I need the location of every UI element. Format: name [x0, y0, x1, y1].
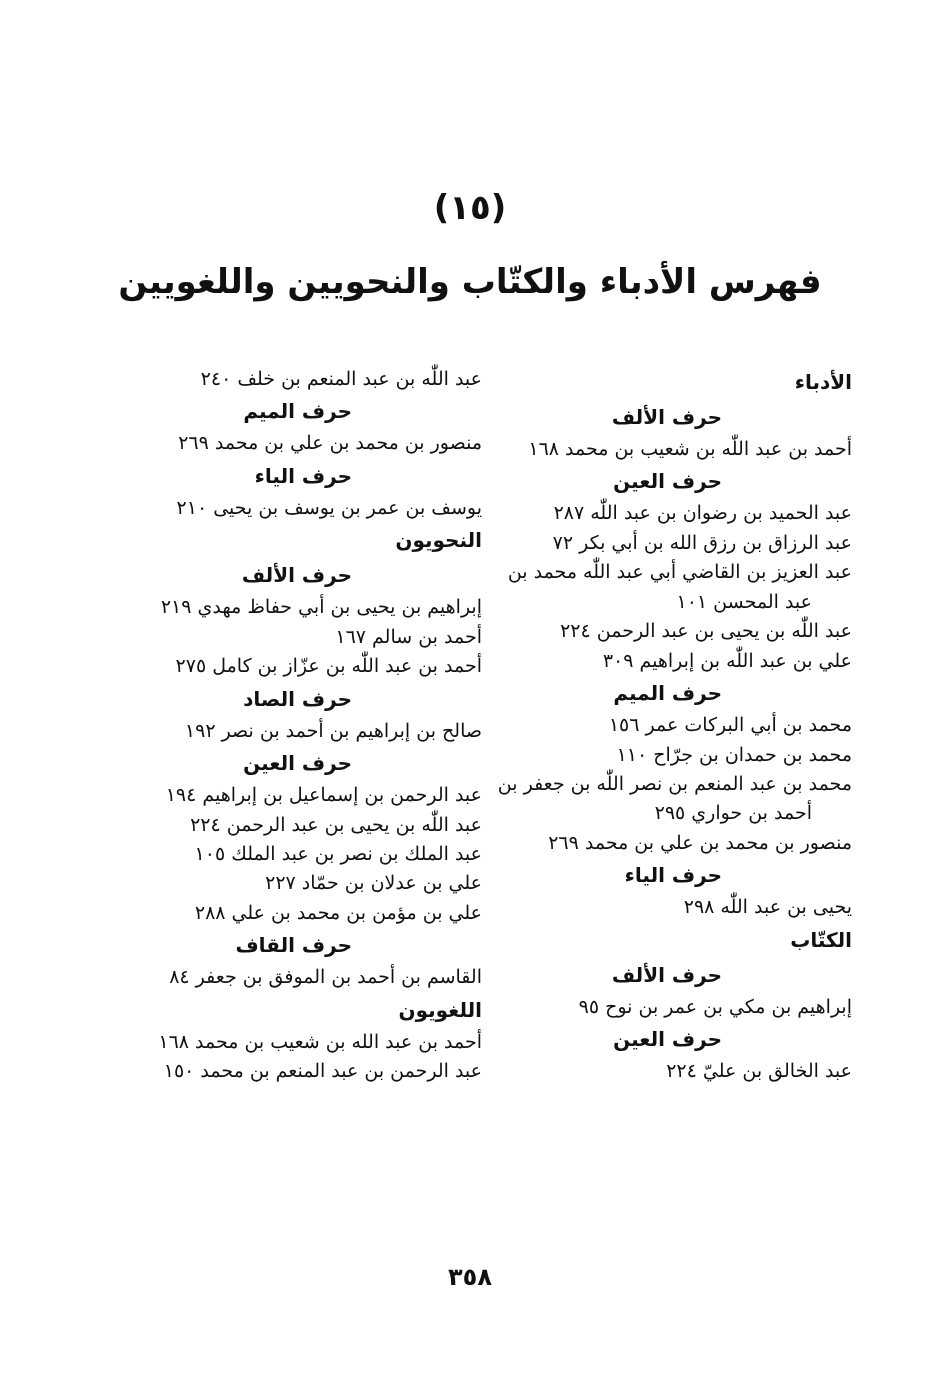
letter-heading: حرف الألف: [611, 962, 722, 987]
chapter-number: (١٥): [433, 188, 507, 228]
letter-heading: حرف العين: [613, 1027, 722, 1052]
page-number: ٣٥٨: [448, 1263, 492, 1291]
letter-heading: حرف القاف: [235, 933, 352, 958]
letter-heading: حرف العين: [243, 751, 352, 776]
index-entry: أحمد بن عبد الله بن شعيب بن محمد ١٦٨: [158, 1030, 482, 1053]
index-entry: عبد الحميد بن رضوان بن عبد اللّٰه ٢٨٧: [553, 502, 852, 525]
letter-heading: حرف الياء: [624, 863, 722, 888]
index-entry: [487, 770, 852, 829]
index-entry: محمد بن أبي البركات عمر ١٥٦: [608, 714, 852, 737]
section-heading: اللغويون: [398, 997, 482, 1022]
index-entry: منصور بن محمد بن علي بن محمد ٢٦٩: [548, 831, 852, 854]
index-entry: يحيى بن عبد اللّٰه ٢٩٨: [683, 896, 852, 919]
index-entry: عبد اللّٰه بن يحيى بن عبد الرحمن ٢٢٤: [560, 620, 852, 643]
index-entry: محمد بن حمدان بن جرّاح ١١٠: [616, 743, 852, 766]
left-column: [147, 365, 482, 1087]
letter-heading: حرف الألف: [241, 563, 352, 588]
index-entry: عبد اللّٰه بن يحيى بن عبد الرحمن ٢٢٤: [190, 813, 482, 836]
letter-heading: حرف العين: [613, 469, 722, 494]
index-entry: علي بن عبد اللّٰه بن إبراهيم ٣٠٩: [602, 649, 852, 672]
index-entry: القاسم بن أحمد بن الموفق بن جعفر ٨٤: [169, 966, 482, 989]
index-entry: [487, 558, 852, 617]
index-entry: منصور بن محمد بن علي بن محمد ٢٦٩: [178, 432, 482, 455]
index-entry: عبد الرحمن بن إسماعيل بن إبراهيم ١٩٤: [165, 784, 482, 807]
index-entry: أحمد بن عبد اللّٰه بن شعيب بن محمد ١٦٨: [528, 438, 852, 460]
index-entry: عبد الخالق بن عليّ ٢٢٤: [666, 1060, 852, 1083]
index-entry: صالح بن إبراهيم بن أحمد بن نصر ١٩٢: [184, 719, 482, 742]
index-entry: عبد الملك بن نصر بن عبد الملك ١٠٥: [194, 842, 482, 865]
index-entry: إبراهيم بن يحيى بن أبي حفاظ مهدي ٢١٩: [160, 596, 482, 619]
index-entry: أحمد بن سالم ١٦٧: [335, 625, 482, 648]
section-heading: الكتّاب: [790, 927, 852, 952]
right-column: [487, 365, 852, 1087]
letter-heading: حرف الصاد: [243, 686, 352, 711]
index-entry: إبراهيم بن مكي بن عمر بن نوح ٩٥: [578, 995, 852, 1018]
index-entry: أحمد بن عبد اللّٰه بن عزّاز بن كامل ٢٧٥: [175, 655, 482, 678]
index-entry: عبد الرحمن بن عبد المنعم بن محمد ١٥٠: [163, 1060, 482, 1083]
section-heading: الأدباء: [794, 370, 852, 394]
index-entry-continuation: أحمد بن حواري ٢٩٥: [654, 802, 812, 825]
index-entry: علي بن مؤمن بن محمد بن علي ٢٨٨: [194, 901, 482, 924]
index-entry: عبد الرزاق بن رزق الله بن أبي بكر ٧٢: [552, 531, 852, 554]
letter-heading: حرف الميم: [613, 681, 722, 706]
index-entry: علي بن عدلان بن حمّاد ٢٢٧: [265, 872, 482, 895]
index-entry-text: عبد العزيز بن القاضي أبي عبد اللّٰه محمد بن: [507, 561, 852, 584]
index-title: فهرس الأدباء والكتّاب والنحويين واللغويين: [118, 262, 822, 302]
index-entry: يوسف بن عمر بن يوسف بن يحيى ٢١٠: [176, 496, 482, 519]
letter-heading: حرف الميم: [243, 399, 352, 424]
index-entry: عبد اللّٰه بن عبد المنعم بن خلف ٢٤٠: [200, 368, 482, 390]
index-entry-text: محمد بن عبد المنعم بن نصر اللّٰه بن جعفر بن: [497, 772, 852, 795]
section-heading: النحويون: [395, 528, 482, 553]
index-entry-continuation: عبد المحسن ١٠١: [676, 590, 812, 613]
letter-heading: حرف الياء: [254, 463, 352, 488]
letter-heading: حرف الألف: [611, 405, 722, 429]
